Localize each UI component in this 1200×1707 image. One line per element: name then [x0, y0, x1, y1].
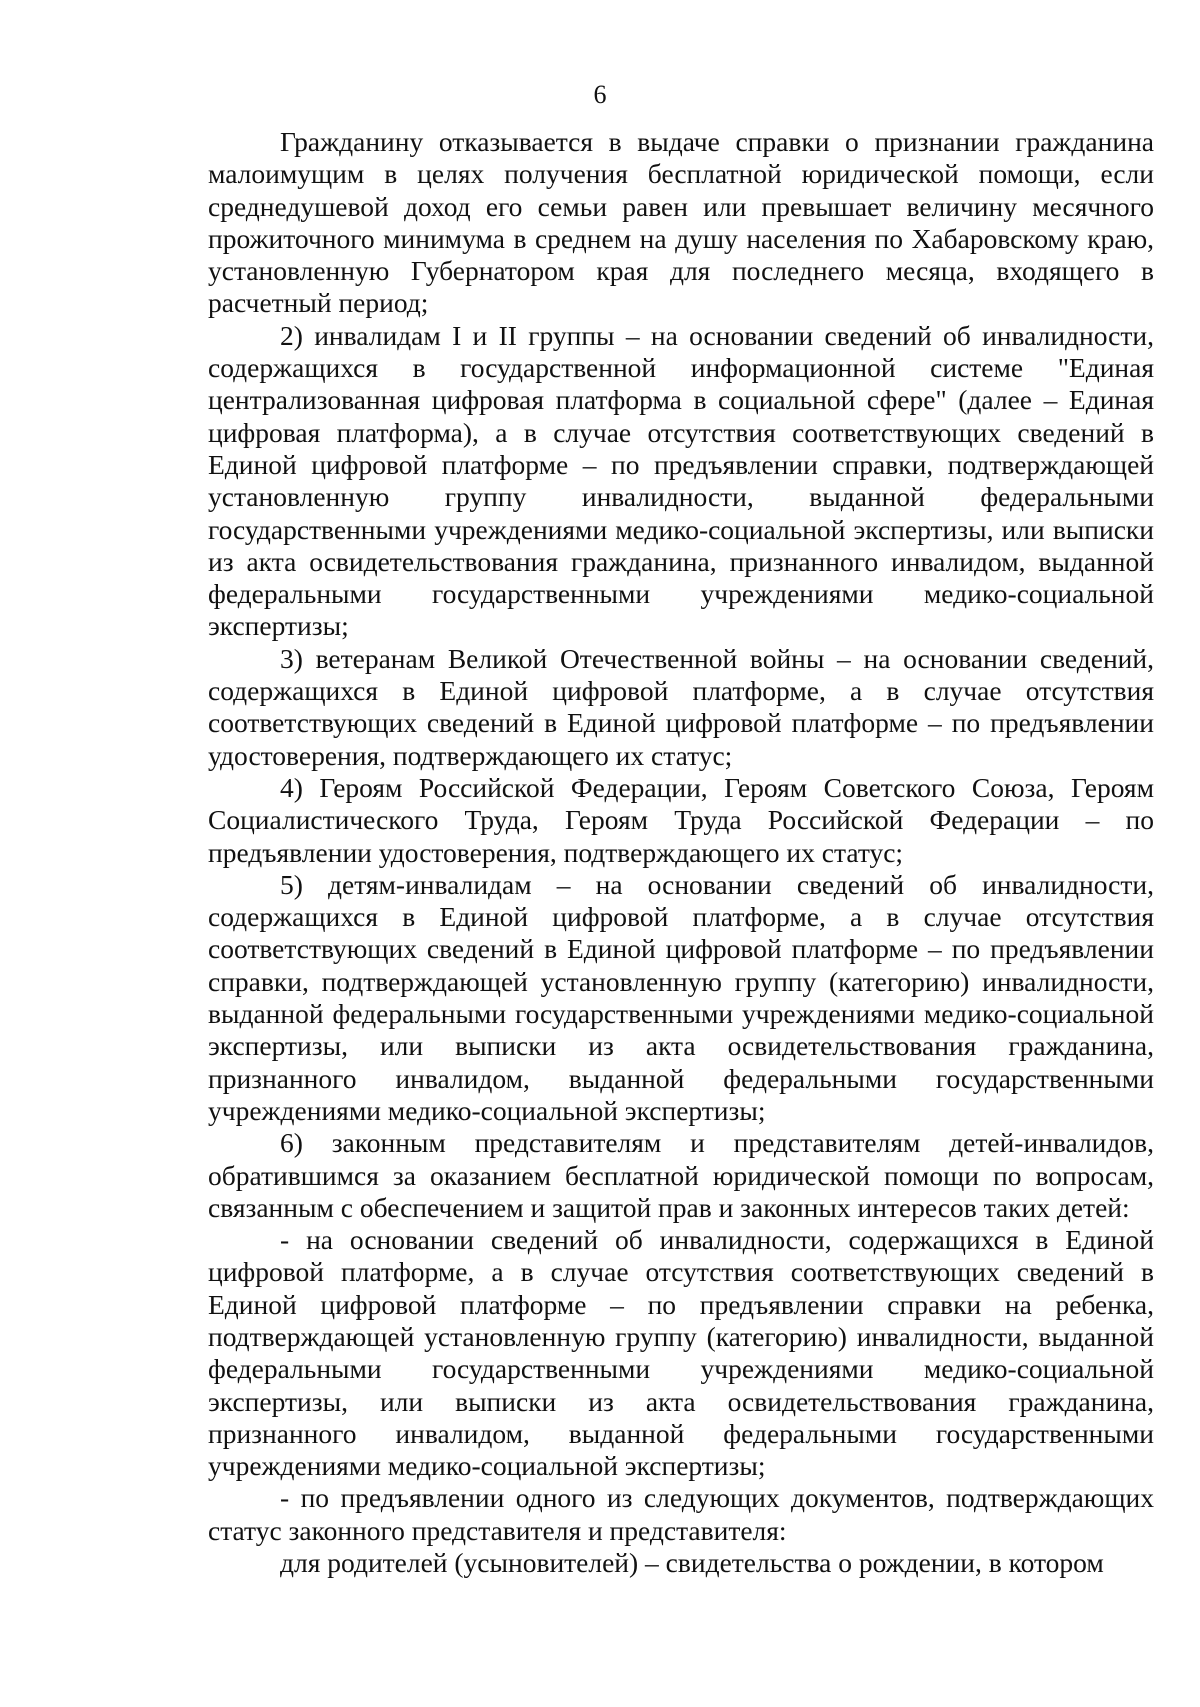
paragraph-intro: Гражданину отказывается в выдаче справки о признании гражданина малоимущим в целях получения бесплатной юридической помощи, если среднедушевой доход его семьи равен или превышает величину месячного прожиточного минимума в среднем на душу населения по Хабаровскому краю, установленную Губернатором края для последнего месяца, входящего в расчетный период; [208, 126, 1154, 319]
paragraph-item-2: 2) инвалидам I и II группы – на основании сведений об инвалидности, содержащихся в государственной информационной системе "Единая централизованная цифровая платформа в социальной сфере" (далее – Единая цифровая платформа), а в случае отсутствия соответствующих сведений в Единой цифровой платформе – по предъявлении справки, подтверждающей установленную группу инвалидности, выданной федеральными государственными учреждениями медико-социальной экспертизы, или выписки из акта освидетельствования гражданина, признанного инвалидом, выданной федеральными государственными учреждениями медико-социальной экспертизы; [208, 319, 1154, 642]
paragraph-item-5: 5) детям-инвалидам – на основании сведений об инвалидности, содержащихся в Единой цифровой платформе, а в случае отсутствия соответствующих сведений в Единой цифровой платформе – по предъявлении справки, подтверждающей установленную группу (категорию) инвалидности, выданной федеральными государственными учреждениями медико-социальной экспертизы, или выписки из акта освидетельствования гражданина, признанного инвалидом, выданной федеральными государственными учреждениями медико-социальной экспертизы; [208, 868, 1154, 1126]
paragraph-item-6-b-1: для родителей (усыновителей) – свидетельства о рождении, в котором [280, 1547, 1104, 1579]
paragraph-item-6: 6) законным представителям и представителям детей-инвалидов, обратившимся за оказанием бесплатной юридической помощи по вопросам, связанным с обеспечением и защитой прав и законных интересов таких детей: [208, 1127, 1154, 1223]
document-body [208, 126, 1154, 1579]
paragraph-item-3: 3) ветеранам Великой Отечественной войны – на основании сведений, содержащихся в Единой цифровой платформе, а в случае отсутствия соответствующих сведений в Единой цифровой платформе – по предъявлении удостоверения, подтверждающего их статус; [208, 642, 1154, 771]
paragraph-item-4: 4) Героям Российской Федерации, Героям Советского Союза, Героям Социалистического Труда, Героям Труда Российской Федерации – по предъявлении удостоверения, подтверждающего их статус; [208, 771, 1154, 868]
paragraph-item-6-b: - по предъявлении одного из следующих документов, подтверждающих статус законного представителя и представителя: [208, 1482, 1154, 1546]
page-number: 6 [593, 80, 607, 109]
paragraph-item-6-a: - на основании сведений об инвалидности, содержащихся в Единой цифровой платформе, а в случае отсутствия соответствующих сведений в Единой цифровой платформе – по предъявлении справки на ребенка, подтверждающей установленную группу (категорию) инвалидности, выданной федеральными государственными учреждениями медико-социальной экспертизы, или выписки из акта освидетельствования гражданина, признанного инвалидом, выданной федеральными государственными учреждениями медико-социальной экспертизы; [208, 1224, 1154, 1482]
